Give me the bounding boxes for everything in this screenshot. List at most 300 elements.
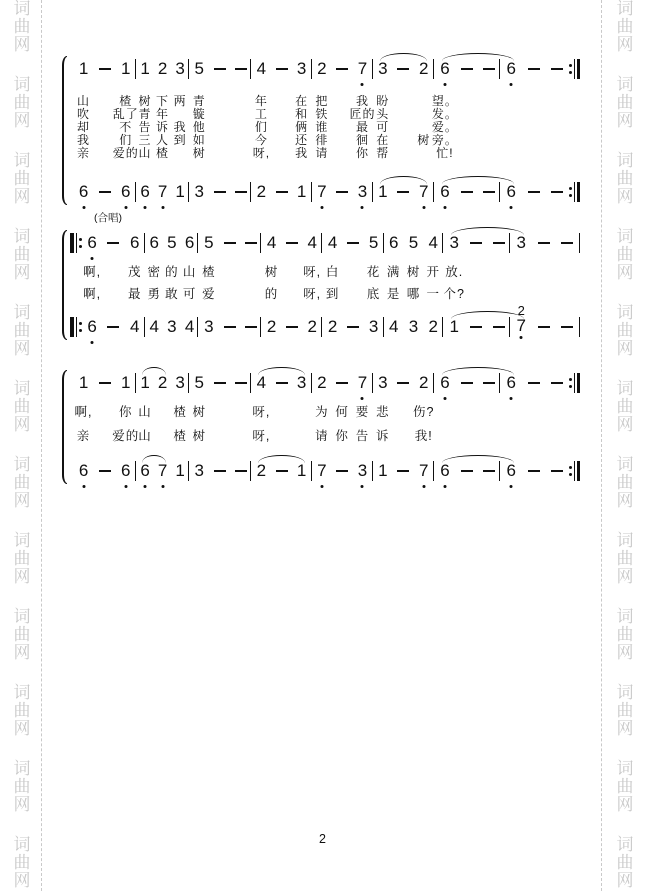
measure [384,230,443,256]
lyric-syllable: 年 [156,107,170,121]
note-2: 2 [157,59,168,78]
watermark-char: 词 [616,75,634,94]
watermark-group [9,760,35,814]
duration-dash [551,470,563,472]
slur-arc [142,455,166,463]
beat-slot [171,370,189,396]
low-octave-dot [82,485,85,488]
watermark-char: 曲 [616,625,634,644]
beat-slot [251,179,271,205]
duration-dash [235,68,247,70]
beat-slot [393,370,413,396]
note-4: 4 [428,233,438,252]
low-octave-dot [443,206,446,209]
lyric-syllable: 们 [119,133,133,147]
slur-arc [442,455,514,463]
watermark-group [9,456,35,510]
duration-dash [99,68,111,70]
watermark-char: 词 [616,227,634,246]
beat-slot [230,56,251,82]
duration-dash [276,191,288,193]
low-octave-dot [422,485,425,488]
lyric-row [70,105,580,121]
dashed-border-left [41,0,42,891]
note-6-low: 6 [140,458,149,484]
note-5: 5 [408,233,419,252]
system-1 [62,56,580,205]
measure [82,230,146,256]
beat-slot [393,458,413,484]
low-octave-dot [361,206,364,209]
beat-slot [523,458,546,484]
beat-slot [163,314,181,340]
beat-slot [352,179,372,205]
lyric-syllable: 如 [192,133,206,147]
low-octave-dot [510,485,513,488]
watermark-char: 曲 [616,853,634,872]
beat-slot [546,56,569,82]
beat-slot [322,314,342,340]
chorus-voice-1-line [70,230,580,256]
slur-arc [442,53,514,61]
note-1: 1 [121,373,131,392]
low-octave-dot [443,485,446,488]
watermark-char: 网 [13,643,31,662]
watermark-char: 曲 [616,321,634,340]
repeat-dots [569,373,572,393]
beat-slot [312,179,332,205]
note-6-low: 6 [440,179,449,205]
duration-dash [276,68,288,70]
note-2: 2 [256,182,267,201]
watermark-group [612,380,638,434]
duration-dash [528,191,540,193]
duration-dash [561,242,573,244]
low-octave-dot [320,206,323,209]
beat-slot [332,56,352,82]
note-6: 6 [130,233,140,252]
beat-slot [189,179,210,205]
watermark-char: 网 [13,719,31,738]
beat-slot [154,56,172,82]
thick-barline [577,373,581,393]
lyric-syllable: 请 [315,146,329,160]
note-3: 3 [408,317,419,336]
watermark-char: 曲 [616,245,634,264]
watermark-group [612,684,638,738]
beat-slot [189,370,210,396]
beat-slot [145,314,163,340]
watermark-group [612,228,638,282]
measure [373,458,434,484]
duration-dash [235,382,247,384]
watermark-char: 词 [616,151,634,170]
beat-slot [73,458,94,484]
lyric-syllable: 乱了 [112,107,139,121]
verse-voice-1-line [70,56,580,82]
beat-slot [404,230,424,256]
duration-dash [461,382,473,384]
lyric-syllable: 勇 [147,287,161,301]
beat-slot [94,370,115,396]
beat-slot [181,230,199,256]
verse-voice-2-line [70,179,580,205]
lyric-syllable: 匠的 [349,107,376,121]
note-1: 1 [449,317,459,336]
lyrics-block [70,262,580,301]
watermark-char: 网 [13,35,31,54]
measure [312,56,373,82]
lyric-syllable: 可 [376,120,390,134]
lyric-syllable: 我 [77,133,91,147]
beat-slot [145,230,163,256]
lyric-syllable: 呀, [303,287,322,301]
lyric-syllable: 楂 [173,405,187,419]
system-bracket [62,230,67,340]
system-bracket [62,370,67,484]
thin-barline [76,317,77,337]
lyric-syllable: 何 [335,405,349,419]
beat-slot [198,230,219,256]
lyric-syllable: 伤? [412,405,435,419]
beat-slot [136,56,154,82]
low-octave-dot [91,341,94,344]
beat-slot [404,314,424,340]
note-3: 3 [194,461,204,480]
lyric-syllable: 树 [192,405,207,419]
watermark-char: 网 [616,415,634,434]
watermark-char: 词 [13,455,31,474]
slur-arc [442,367,514,375]
note-7-low: 7 [419,179,428,205]
watermark-char: 词 [13,151,31,170]
low-octave-dot [124,206,127,209]
measure [73,56,136,82]
watermark-group [9,380,35,434]
lyric-syllable: 忙! [436,146,454,160]
duration-dash [235,191,247,193]
lyric-syllable: 青 [138,107,152,121]
watermark-char: 网 [616,339,634,358]
beat-slot [210,370,231,396]
lyric-syllable: 和 [295,107,309,121]
note-1: 1 [175,182,185,201]
note-7-low: 7 [158,179,167,205]
duration-dash [99,191,111,193]
note-7-low: 7 [317,458,326,484]
beat-slot [332,179,352,205]
low-octave-dot [144,206,147,209]
low-octave-dot [510,397,513,400]
note-1: 1 [378,461,388,480]
measure [189,56,251,82]
measure [136,56,189,82]
lyric-syllable: 亲 [77,146,91,160]
duration-dash [483,68,495,70]
lyric-syllable: 诉 [376,429,390,443]
lyric-syllable: 到 [173,133,187,147]
note-4: 4 [327,233,338,252]
watermark-group [9,304,35,358]
watermark-char: 曲 [13,701,31,720]
watermark-char: 词 [13,303,31,322]
duration-dash [276,382,288,384]
duration-dash [561,326,573,328]
lyric-syllable: 可 [182,287,197,301]
repeat-end-sign [569,458,581,484]
watermark-group [9,228,35,282]
lyric-syllable: 请 [315,429,329,443]
beat-slot [292,56,312,82]
note-3: 3 [368,317,379,336]
note-6-low: 6 [507,370,516,396]
beat-slot [271,56,291,82]
beat-slot [115,370,136,396]
repeat-dot [569,385,572,388]
lyric-syllable: 爱 [202,287,216,301]
lyric-syllable: 呀, [303,265,322,279]
note-2: 2 [418,373,429,392]
repeat-dot [569,71,572,74]
watermark-char: 词 [616,683,634,702]
lyric-syllable: 三 [138,133,152,147]
beat-slot [73,179,94,205]
watermark-group [612,304,638,358]
end-barline [579,314,580,340]
watermark-char: 词 [13,227,31,246]
note-1: 1 [78,59,89,78]
watermark-char: 网 [13,187,31,206]
note-6-low: 6 [79,179,88,205]
note-6-low: 6 [440,370,449,396]
thin-barline [574,59,575,79]
lyric-syllable: 树 [417,133,431,147]
lyric-syllable: 密 [147,265,161,279]
lyric-syllable: 满 [386,265,401,279]
lyric-syllable: 我 [173,120,187,134]
note-5: 5 [204,233,214,252]
lyric-syllable: 个? [443,287,465,301]
lyric-syllable: 山 [138,429,152,443]
watermark-group [9,152,35,206]
duration-dash [214,191,226,193]
note-6: 6 [184,233,195,252]
watermark-group [9,532,35,586]
watermark-char: 曲 [616,777,634,796]
note-6-low: 6 [87,230,96,256]
duration-dash [461,191,473,193]
note-2: 2 [256,461,267,480]
beat-slot [282,230,302,256]
thin-barline [579,317,580,337]
low-octave-dot [510,83,513,86]
lyric-syllable: 两 [173,94,187,108]
lyric-syllable: 盼 [376,94,390,108]
duration-dash [493,242,505,244]
watermark-char: 网 [13,263,31,282]
beat-slot [73,56,94,82]
duration-dash [245,326,257,328]
system-bracket [62,56,67,205]
lyric-syllable: 不 [119,120,133,134]
note-4: 4 [266,233,277,252]
duration-dash [107,326,119,328]
watermark-char: 曲 [616,17,634,36]
lyric-row [70,284,580,301]
lyrics-block [70,92,580,160]
beat-slot [343,230,363,256]
watermark-char: 曲 [13,93,31,112]
lyric-row [70,402,580,419]
lyric-syllable: 树 [192,429,207,443]
lyric-syllable: 最 [127,287,142,301]
note-1: 1 [378,182,388,201]
lyric-syllable: 要 [355,405,370,419]
watermark-char: 曲 [13,853,31,872]
lyric-syllable: 我 [295,146,309,160]
note-5: 5 [194,373,204,392]
note-6-low: 6 [87,314,96,340]
watermark-group [612,456,638,510]
note-7-low: 7 [358,56,367,82]
beat-slot [523,56,546,82]
lyric-syllable: 你 [335,429,349,443]
lyric-syllable: 哪 [406,287,421,301]
watermark-group [9,0,35,54]
beat-slot [332,370,352,396]
measure [198,230,261,256]
note-6-low: 6 [121,179,130,205]
watermark-char: 词 [13,759,31,778]
lyric-syllable: 树 [264,265,279,279]
thin-barline [76,233,77,253]
system-3 [62,370,580,484]
duration-dash [336,68,348,70]
watermark-char: 网 [13,795,31,814]
beat-slot [556,230,579,256]
low-octave-dot [161,485,164,488]
watermark-group [612,608,638,662]
repeat-start-sign [70,314,82,340]
lyric-syllable: 今 [254,133,268,147]
beat-slot [181,314,199,340]
lyric-syllable: 最 [355,120,369,134]
note-1: 1 [175,461,185,480]
chord-lower-note: 7 [516,317,525,335]
watermark-char: 词 [13,0,31,18]
note-7-low: 7 [419,458,428,484]
beat-slot [282,314,302,340]
beat-slot [423,314,443,340]
beat-slot [103,314,124,340]
beat-slot [261,314,281,340]
measure [73,179,136,205]
watermark-char: 词 [616,0,634,18]
lyric-row [70,131,580,147]
measure [261,230,322,256]
duration-dash [470,242,482,244]
note-4: 4 [256,59,267,78]
beat-slot [210,179,231,205]
watermark-group [9,76,35,130]
beat-slot [115,179,136,205]
slur-arc [442,176,514,184]
repeat-dots [569,182,572,202]
watermark-char: 曲 [13,169,31,188]
note-5: 5 [368,233,379,252]
duration-dash [397,382,409,384]
thin-barline [574,373,575,393]
repeat-dot [569,64,572,67]
lyric-syllable: 亲 [76,429,91,443]
repeat-dots [569,59,572,79]
beat-slot [423,230,443,256]
beat-slot [189,458,210,484]
duration-dash [214,470,226,472]
watermark-char: 词 [13,683,31,702]
note-6-low: 6 [507,56,516,82]
beat-slot [546,179,569,205]
measure [312,458,373,484]
watermark-group [9,608,35,662]
repeat-dot [569,473,572,476]
verse2-voice-1-line [70,370,580,396]
lyric-syllable: 的 [165,265,179,279]
repeat-dot [569,194,572,197]
lyric-syllable: 谁 [315,120,329,134]
note-2: 2 [307,317,317,336]
lyric-row [70,144,580,160]
beat-slot [230,458,251,484]
note-4: 4 [307,233,317,252]
duration-dash [286,326,298,328]
watermark-char: 曲 [13,473,31,492]
beat-slot [240,230,261,256]
duration-dash [286,242,298,244]
slur-arc [258,455,304,463]
lyric-syllable: 白 [325,265,340,279]
lyric-syllable: 告 [355,429,370,443]
beat-slot [136,179,154,205]
repeat-dot [569,187,572,190]
duration-dash [336,382,348,384]
note-7-low: 7 [358,370,367,396]
duration-dash [397,470,409,472]
watermark-char: 词 [616,759,634,778]
watermark-char: 网 [13,111,31,130]
beat-slot [373,370,393,396]
lyric-syllable: 青 [192,94,206,108]
lyric-syllable: 人 [156,133,170,147]
duration-dash [347,326,359,328]
watermark-char: 曲 [616,397,634,416]
thick-barline [577,461,581,481]
watermark-char: 曲 [13,549,31,568]
note-3: 3 [378,373,388,392]
measure [82,314,146,340]
beat-slot [154,179,172,205]
note-3: 3 [296,373,307,392]
watermark-group [612,0,638,54]
beat-slot [115,458,136,484]
watermark-group [612,760,638,814]
thick-barline [577,59,581,79]
duration-dash [245,242,257,244]
beat-slot [73,370,94,396]
lyric-syllable: 呀, [252,405,271,419]
beat-slot [414,458,434,484]
beat-slot [352,370,372,396]
